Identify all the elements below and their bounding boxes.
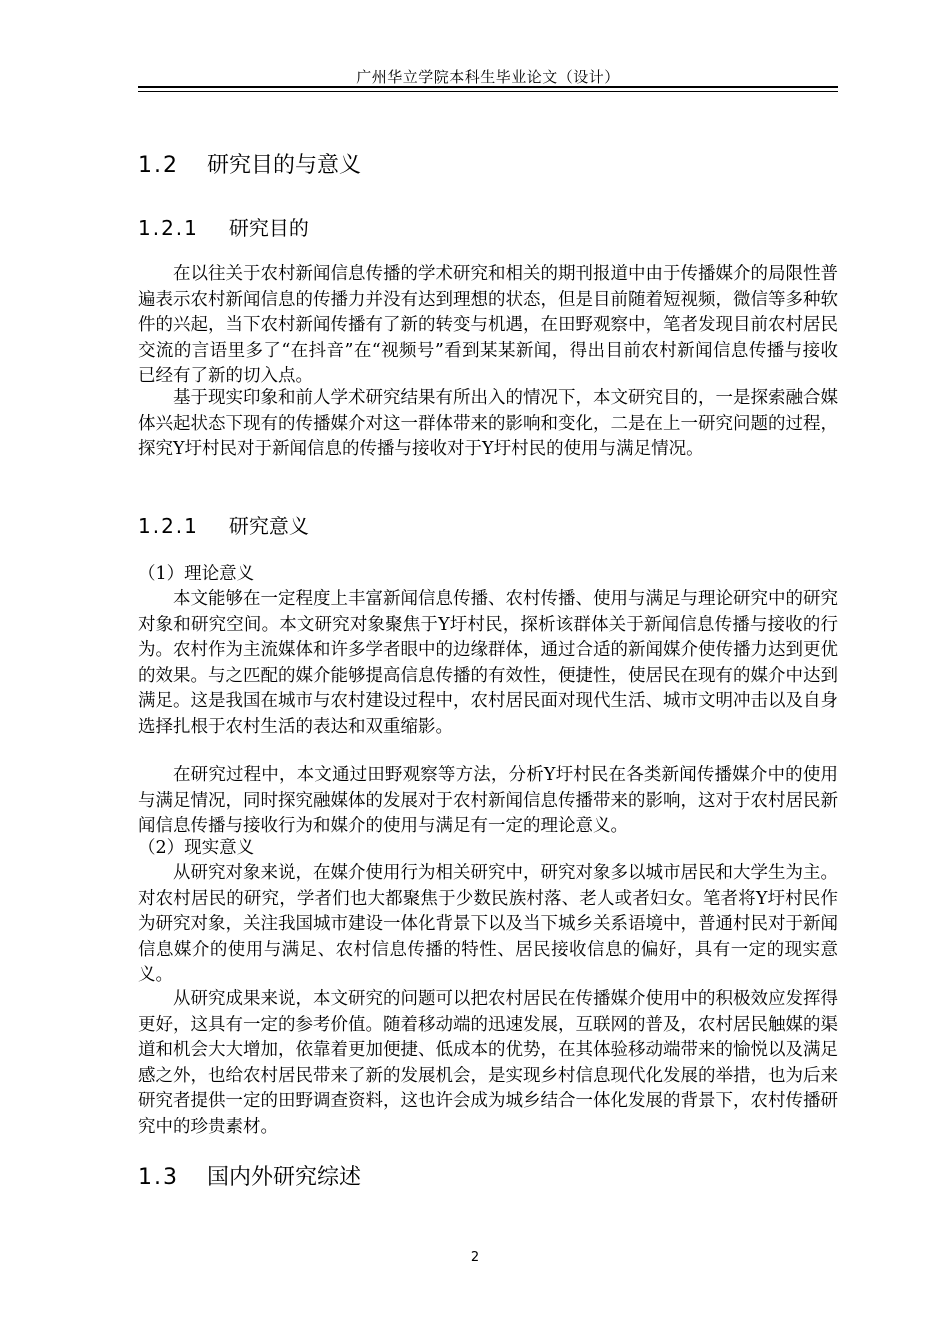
section-heading-1-3 bbox=[138, 1160, 361, 1191]
paragraph-practical-1: 从研究对象来说，在媒介使用行为相关研究中，研究对象多以城市居民和大学生为主。对农村居民的研究，学者们也大都聚焦于少数民族村落、老人或者妇女。笔者将Y圩村民作为研究对象，关注我国城市建设一体化背景下以及当下城乡关系语境中，普通村民对于新闻信息媒介的使用与满足、农村信息传播的特性、居民接收信息的偏好，具有一定的现实意义。 bbox=[138, 863, 838, 985]
paragraph-theoretical-1: 本文能够在一定程度上丰富新闻信息传播、农村传播、使用与满足与理论研究中的研究对象和研究空间。本文研究对象聚焦于Y圩村民，探析该群体关于新闻信息传播与接收的行为。农村作为主流媒体和许多学者眼中的边缘群体，通过合适的新闻媒介使传播力达到更优的效果。与之匹配的媒介能够提高信息传播的有效性，便捷性，使居民在现有的媒介中达到满足。这是我国在城市与农村建设过程中，农村居民面对现代生活、城市文明冲击以及自身选择扎根于农村生活的表达和双重缩影。 bbox=[138, 589, 838, 737]
running-header: 广州华立学院本科生毕业论文（设计） bbox=[356, 68, 620, 86]
subsection-number: 1.2.1 bbox=[138, 216, 199, 240]
section-number: 1.3 bbox=[138, 1165, 179, 1190]
header-rule-thick bbox=[138, 86, 838, 88]
subsection-heading-research-significance bbox=[138, 510, 309, 539]
paragraph-purpose-1: 在以往关于农村新闻信息传播的学术研究和相关的期刊报道中由于传播媒介的局限性普遍表示农村新闻信息的传播力并没有达到理想的状态，但是目前随着短视频，微信等多种软件的兴起，当下农村新闻传播有了新的转变与机遇，在田野观察中，笔者发现目前农村居民交流的言语里多了“在抖音”在“视频号”看到某某新闻，得出目前农村新闻信息传播与接收已经有了新的切入点。 bbox=[138, 264, 838, 386]
label-theoretical-significance: （1）理论意义 bbox=[138, 564, 255, 584]
subsection-heading-research-purpose bbox=[138, 212, 309, 241]
subsection-title: 研究意义 bbox=[228, 514, 309, 538]
paragraph-purpose-2: 基于现实印象和前人学术研究结果有所出入的情况下，本文研究目的，一是探索融合媒体兴起状态下现有的传播媒介对这一群体带来的影响和变化，二是在上一研究问题的过程，探究Y圩村民对于新闻信息的传播与接收对于Y圩村民的使用与满足情况。 bbox=[138, 388, 838, 459]
section-heading-1-2 bbox=[138, 148, 361, 179]
section-number: 1.2 bbox=[138, 153, 179, 178]
paragraph-theoretical-2: 在研究过程中，本文通过田野观察等方法，分析Y圩村民在各类新闻传播媒介中的使用与满足情况，同时探究融媒体的发展对于农村新闻信息传播带来的影响，这对于农村居民新闻信息传播与接收行为和媒介的使用与满足有一定的理论意义。 bbox=[138, 765, 838, 836]
header-rule-thin bbox=[138, 91, 838, 92]
paragraph-practical-2: 从研究成果来说，本文研究的问题可以把农村居民在传播媒介使用中的积极效应发挥得更好，这具有一定的参考价值。随着移动端的迅速发展，互联网的普及，农村居民触媒的渠道和机会大大增加，依靠着更加便捷、低成本的优势，在其体验移动端带来的愉悦以及满足感之外，也给农村居民带来了新的发展机会，是实现乡村信息现代化发展的举措，也为后来研究者提供一定的田野调查资料，这也许会成为城乡结合一体化发展的背景下，农村传播研究中的珍贵素材。 bbox=[138, 989, 838, 1137]
subsection-number: 1.2.1 bbox=[138, 514, 199, 538]
section-title: 研究目的与意义 bbox=[207, 153, 362, 178]
subsection-title: 研究目的 bbox=[228, 216, 309, 240]
section-title: 国内外研究综述 bbox=[207, 1165, 362, 1190]
page-number: 2 bbox=[470, 1250, 480, 1265]
label-practical-significance: （2）现实意义 bbox=[138, 838, 255, 858]
